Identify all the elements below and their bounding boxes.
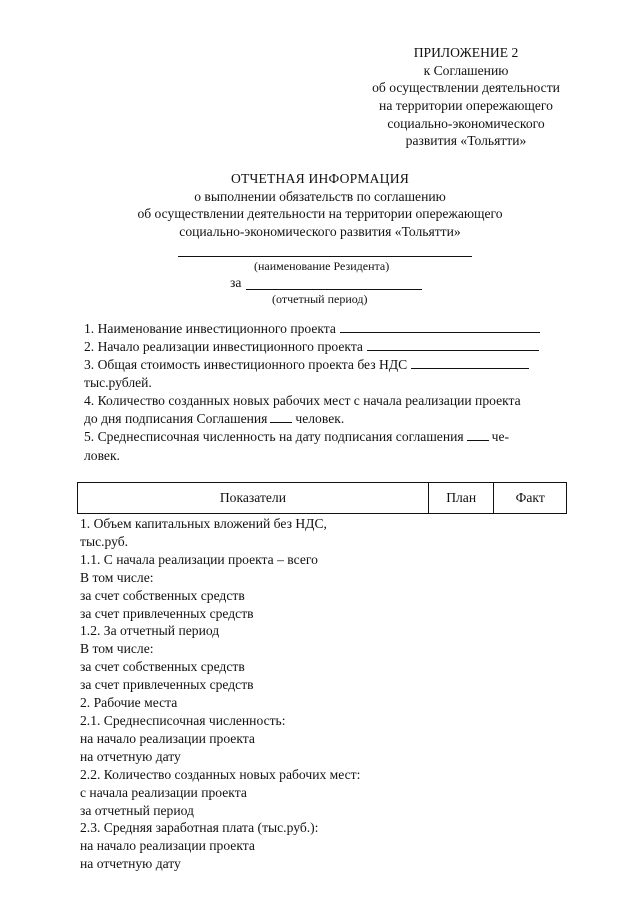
- column-header-fact: Факт: [494, 483, 567, 514]
- resident-name-field[interactable]: [178, 256, 472, 257]
- item-2-label: 2. Начало реализации инвестиционного проекта: [84, 339, 363, 355]
- appendix-line: развития «Тольятти»: [405, 133, 527, 149]
- column-header-indicators: Показатели: [78, 483, 429, 514]
- item-5-line-2: ловек.: [84, 447, 120, 463]
- jobs-created-field[interactable]: [270, 410, 292, 423]
- appendix-line: ПРИЛОЖЕНИЕ 2: [413, 45, 519, 60]
- indicator-list: [80, 515, 420, 873]
- list-item: на начало реализации проекта: [80, 838, 255, 854]
- list-item: за счет привлеченных средств: [80, 605, 254, 621]
- item-2: [84, 338, 570, 356]
- title-line: социально-экономического развития «Тольятти»: [179, 224, 461, 240]
- list-item: с начала реализации проекта: [80, 784, 247, 800]
- title-main: ОТЧЕТНАЯ ИНФОРМАЦИЯ: [231, 171, 409, 186]
- list-item: 1.2. За отчетный период: [80, 623, 220, 639]
- report-title: [40, 170, 600, 241]
- column-header-plan: План: [428, 483, 494, 514]
- list-item: за счет собственных средств: [80, 659, 245, 675]
- title-line: об осуществлении деятельности на территории опережающего: [137, 206, 503, 222]
- list-item: 1. Объем капитальных вложений без НДС,: [80, 516, 327, 531]
- item-4-unit: человек.: [295, 411, 345, 427]
- table-header-row: [78, 483, 567, 514]
- list-item: за счет собственных средств: [80, 587, 245, 603]
- project-info-list: [84, 320, 570, 465]
- item-5-unit-part: че-: [491, 429, 510, 445]
- indicators-table: [77, 482, 567, 514]
- project-name-field[interactable]: [340, 320, 540, 333]
- item-4-label: до дня подписания Соглашения: [84, 411, 268, 427]
- item-3-unit: тыс.рублей.: [84, 375, 152, 391]
- period-prefix: за: [230, 275, 242, 290]
- list-item: 2.2. Количество созданных новых рабочих мест:: [80, 766, 361, 782]
- appendix-header: [352, 44, 580, 150]
- item-3-label: 3. Общая стоимость инвестиционного проекта без НДС: [84, 357, 408, 373]
- period-caption: (отчетный период): [272, 292, 368, 306]
- item-4-line-1: 4. Количество созданных новых рабочих мест с начала реализации проекта: [84, 393, 521, 409]
- list-item: на отчетную дату: [80, 856, 181, 872]
- period-field[interactable]: [246, 289, 422, 290]
- item-3: [84, 356, 570, 374]
- appendix-line: социально-экономического: [387, 115, 545, 131]
- list-item: 1.1. С начала реализации проекта – всего: [80, 551, 318, 567]
- item-1-label: 1. Наименование инвестиционного проекта: [84, 321, 336, 336]
- list-item: В том числе:: [80, 569, 154, 585]
- list-item: В том числе:: [80, 641, 154, 657]
- appendix-line: к Соглашению: [423, 62, 509, 78]
- item-5-label: 5. Среднесписочная численность на дату подписания соглашения: [84, 429, 464, 445]
- appendix-line: об осуществлении деятельности: [372, 80, 560, 96]
- appendix-line: на территории опережающего: [379, 98, 553, 114]
- list-item: 2. Рабочие места: [80, 695, 178, 711]
- item-4-line-2: [84, 410, 570, 428]
- list-item: 2.1. Среднесписочная численность:: [80, 712, 286, 728]
- start-date-field[interactable]: [367, 338, 539, 351]
- item-1: [84, 320, 570, 338]
- headcount-field[interactable]: [467, 428, 489, 441]
- resident-caption: (наименование Резидента): [254, 259, 390, 273]
- list-item: за отчетный период: [80, 802, 194, 818]
- list-item: 2.3. Средняя заработная плата (тыс.руб.):: [80, 820, 319, 836]
- list-item: за счет привлеченных средств: [80, 677, 254, 693]
- item-5-line-1: [84, 428, 570, 446]
- list-item: на начало реализации проекта: [80, 730, 255, 746]
- list-item: на отчетную дату: [80, 748, 181, 764]
- total-cost-field[interactable]: [411, 356, 529, 369]
- list-item: тыс.руб.: [80, 533, 129, 549]
- title-line: о выполнении обязательств по соглашению: [194, 188, 446, 204]
